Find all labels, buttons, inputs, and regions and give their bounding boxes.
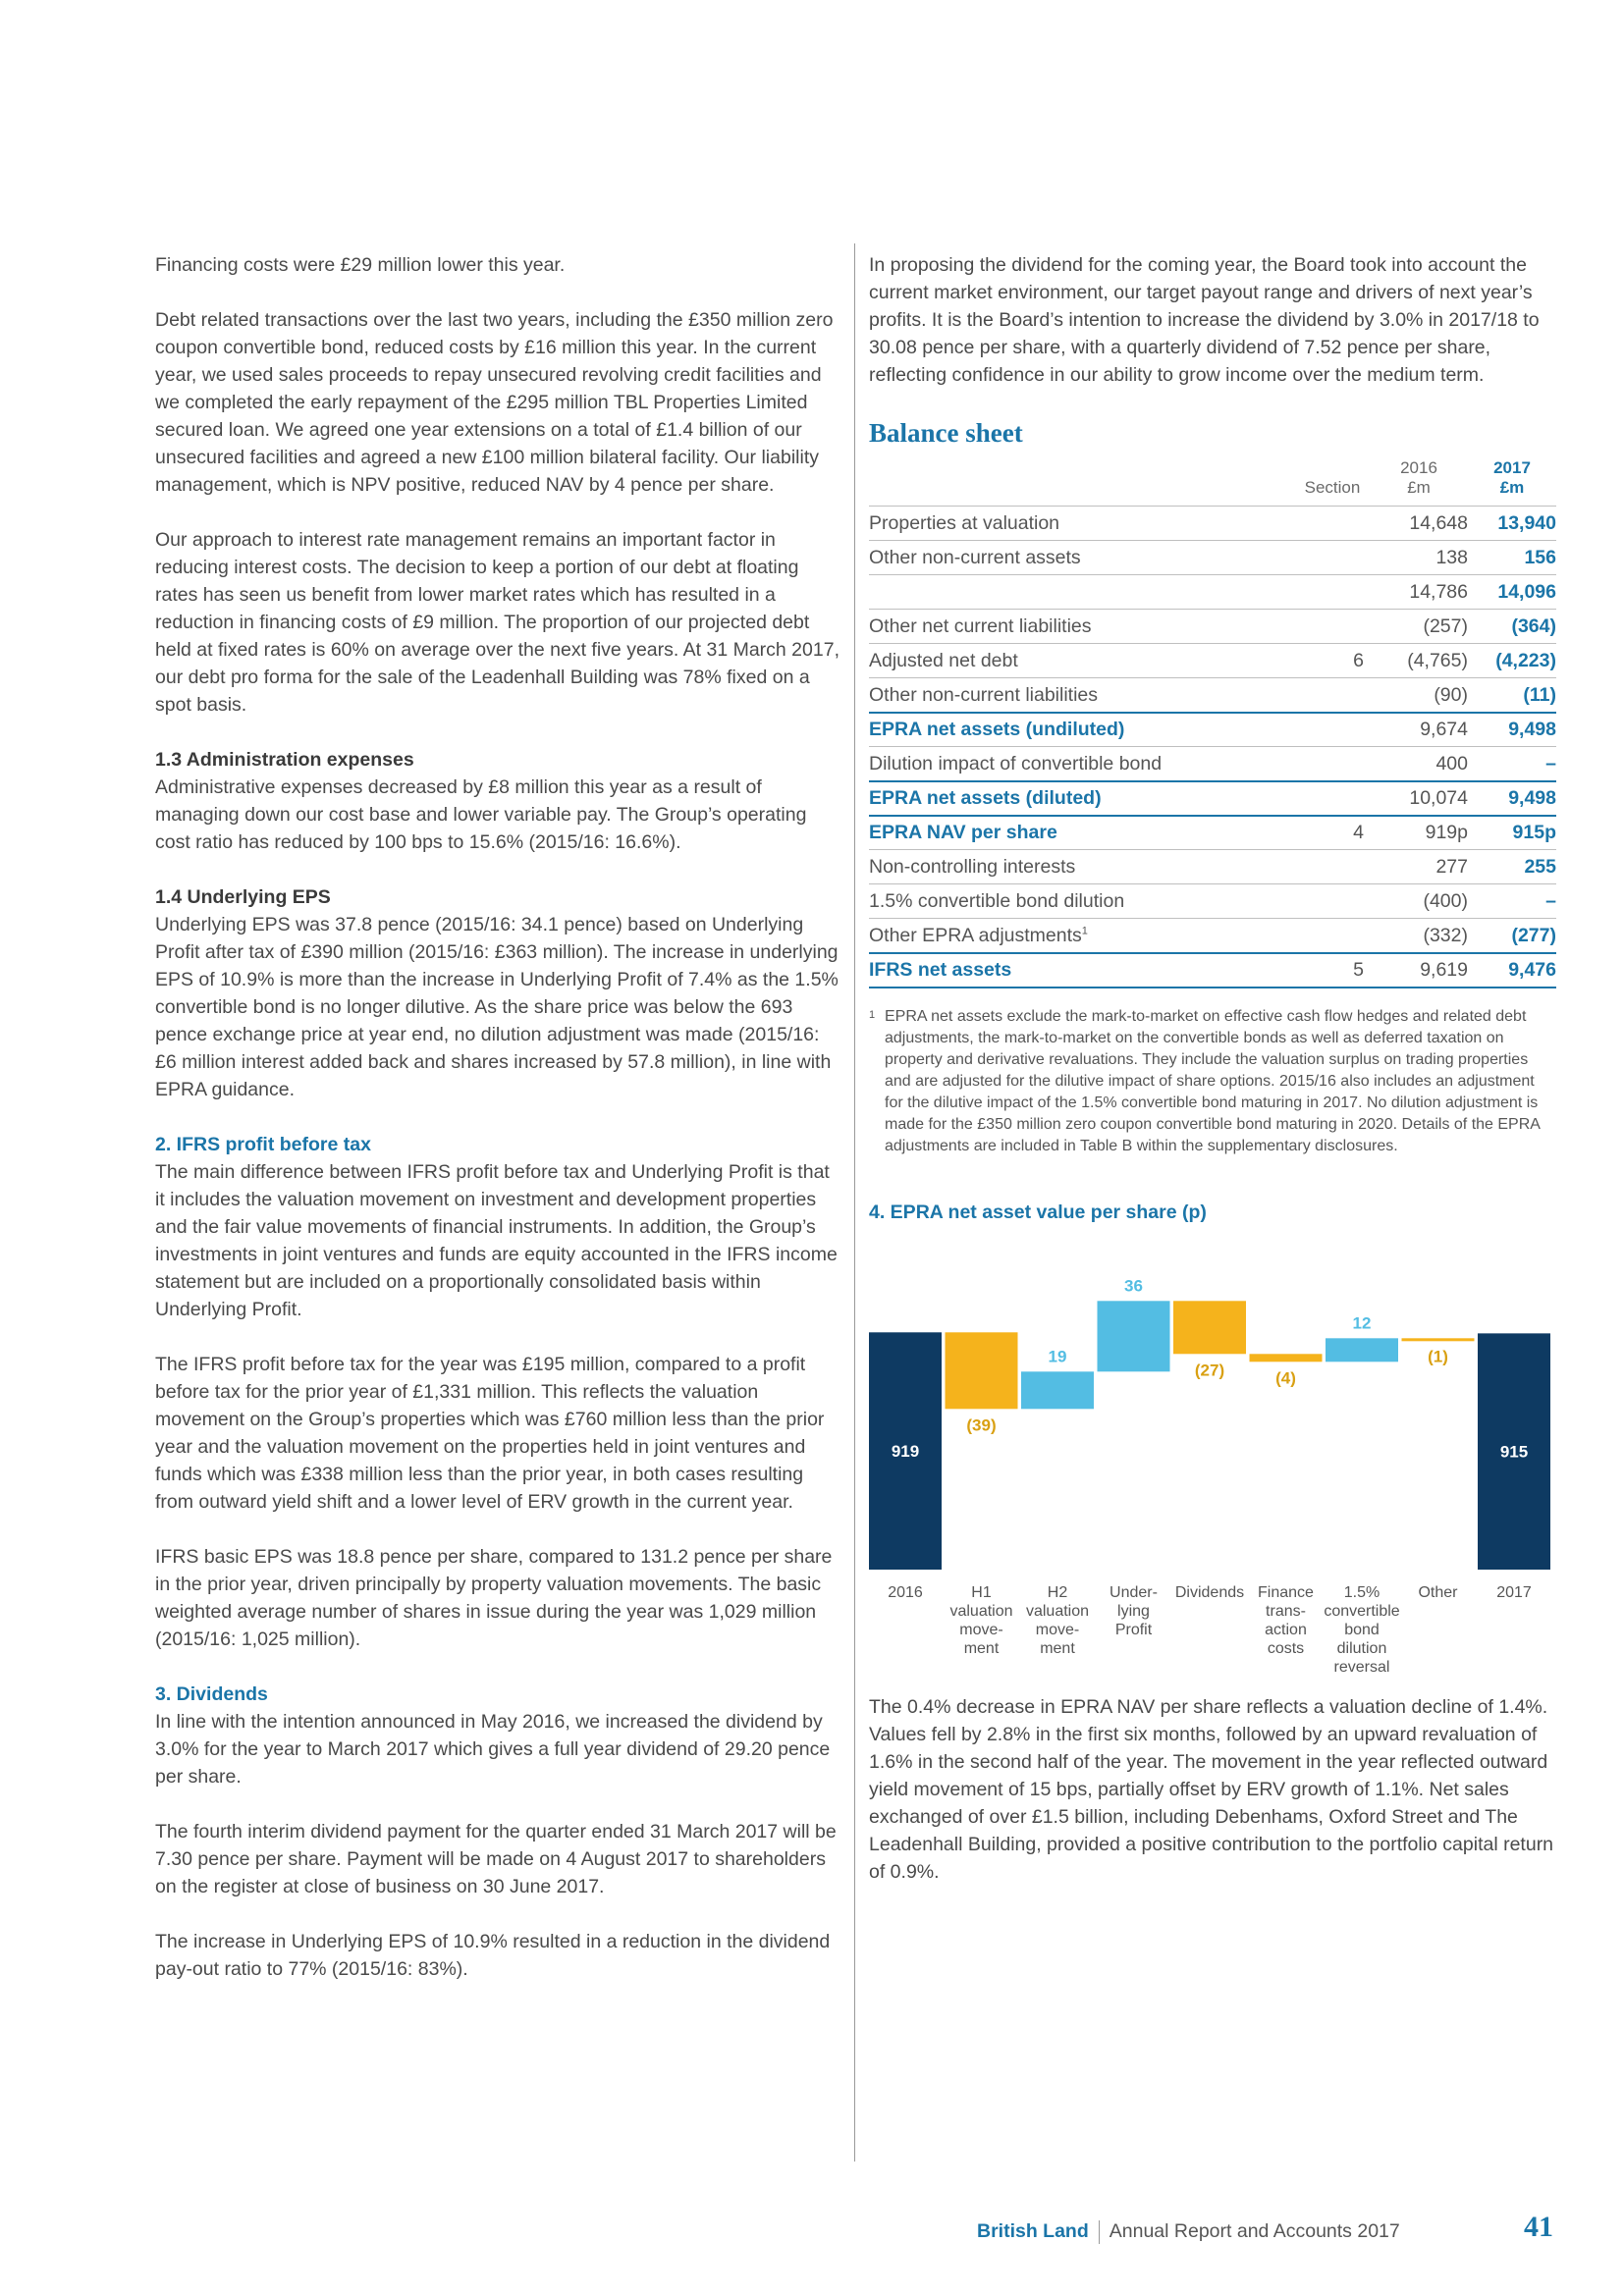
chart-category-label: trans-: [1266, 1602, 1306, 1620]
footer-brand: British Land: [977, 2220, 1089, 2243]
page-footer: [977, 2220, 1400, 2244]
paragraph: Financing costs were £29 million lower this year.: [155, 254, 566, 276]
chart-category-label: Finance: [1258, 1583, 1314, 1601]
chart-category-label: move-: [959, 1621, 1003, 1638]
chart-category-label: 2016: [888, 1583, 923, 1601]
col-header-2017: 2017 £m: [1493, 458, 1531, 497]
footer-separator: [1099, 2220, 1100, 2244]
balance-sheet-title: Balance sheet: [869, 418, 1023, 448]
chart-data-label: (1): [1428, 1346, 1448, 1365]
chart-bar: [1402, 1338, 1475, 1341]
table-row-total: EPRA net assets (diluted) 10,074 9,498: [869, 781, 1556, 816]
chart-category-label: convertible: [1324, 1602, 1400, 1620]
table-row: Dilution impact of convertible bond 400 –: [869, 747, 1556, 781]
subheading-admin-expenses: 1.3 Administration expenses: [155, 749, 414, 771]
chart-category-label: action: [1265, 1621, 1307, 1638]
chart-category-label: ment: [1040, 1639, 1075, 1657]
chart-category-label: Dividends: [1174, 1583, 1245, 1601]
table-row: Other non-current assets 138 156: [869, 541, 1556, 575]
chart-category-label: ment: [963, 1639, 1000, 1657]
chart-data-label: 12: [1352, 1312, 1372, 1332]
chart-data-label: 919: [891, 1441, 920, 1461]
chart-data-label: 19: [1048, 1346, 1067, 1365]
chart-category-label: valuation: [1025, 1602, 1090, 1620]
table-row: 1.5% convertible bond dilution (400) –: [869, 884, 1556, 919]
paragraph: Underlying EPS was 37.8 pence (2015/16: 34.1 pence) based on Underlying Profit after tax of £390 million (2015/16: £363 million). The increase in underlying EPS of 10.9% is more than the increase in Underlying Profit of 7.4% as the 1.5% convertible bond is no longer dilutive. As the share price was below the 693 pence exchange price at year end, no dilution adjustment was made (2015/16: £6 million interest added back and shares increased by 57.8 million), in line with EPRA guidance.: [155, 914, 839, 1100]
table-row: Adjusted net debt 6 (4,765) (4,223): [869, 644, 1556, 678]
paragraph: In line with the intention announced in May 2016, we increased the dividend by 3.0% for the year to March 2017 which gives a full year dividend of 29.20 pence per share.: [155, 1711, 831, 1788]
paragraph: The 0.4% decrease in EPRA NAV per share reflects a valuation decline of 1.4%. Values fell by 2.8% in the first six months, followed by an upward revaluation of 1.6% in the second half of the year. The movement in the year reflected outward yield movement of 15 bps, partially offset by ERV growth of 1.1%. Net sales exchanged of over £1.5 billion, including Debenhams, Oxford Street and The Leadenhall Building, provided a positive contribution to the portfolio capital return of 0.9%.: [869, 1695, 1554, 1883]
balance-sheet-table: [869, 457, 1556, 988]
table-row: Other EPRA adjustments$^1$ (332) (277): [869, 919, 1556, 953]
chart-data-label: (4): [1275, 1367, 1296, 1387]
table-row: 14,786 14,096: [869, 575, 1556, 610]
col-header-2016: 2016 £m: [1400, 458, 1437, 497]
subheading-underlying-eps: 1.4 Underlying EPS: [155, 886, 331, 908]
chart-data-label: (27): [1194, 1360, 1225, 1379]
chart-category-label: dilution: [1336, 1639, 1387, 1657]
column-divider: [854, 243, 855, 2162]
chart-category-label: move-: [1035, 1621, 1080, 1638]
chart-data-label: (39): [966, 1415, 997, 1434]
chart-category-label: costs: [1267, 1639, 1305, 1657]
table-row: Properties at valuation 14,648 13,940: [869, 507, 1556, 541]
chart-category-label: H1: [971, 1583, 992, 1601]
chart-bar: [1098, 1301, 1170, 1371]
paragraph: The fourth interim dividend payment for the quarter ended 31 March 2017 will be 7.30 pence per share. Payment will be made on 4 August 2017 to shareholders on the register at close of business on 30 June 2017.: [155, 1821, 837, 1897]
chart-category-label: 2017: [1496, 1583, 1532, 1601]
paragraph: Our approach to interest rate management remains an important factor in reducing interest costs. The decision to keep a portion of our debt at floating rates has seen us benefit from lower market rates which has resulted in a reduction in financing costs of £9 million. The proportion of our projected debt held at fixed rates is 60% on average over the next five years. At 31 March 2017, our debt pro forma for the sale of the Leadenhall Building was 78% fixed on a spot basis.: [155, 529, 839, 716]
nav-waterfall-chart: [869, 1226, 1556, 1687]
page-number: 41: [1524, 2211, 1553, 2243]
chart-category-label: 1.5%: [1343, 1583, 1380, 1601]
chart-category-label: valuation: [949, 1602, 1013, 1620]
paragraph: The IFRS profit before tax for the year was £195 million, compared to a profit before tax for the prior year of £1,331 million. This reflects the valuation movement on the Group’s properties which was £760 million less than the prior year and the valuation movement on the properties held in joint ventures and funds which was £338 million less than the prior year, in both cases resulting from outward yield shift and a lower level of ERV growth in the current year.: [155, 1354, 825, 1513]
paragraph: The increase in Underlying EPS of 10.9% resulted in a reduction in the dividend pay-out ratio to 77% (2015/16: 83%).: [155, 1931, 831, 1980]
left-column: [155, 251, 842, 2010]
chart-category-label: Other: [1418, 1583, 1458, 1601]
chart-bar: [1173, 1301, 1246, 1354]
table-row: Other net current liabilities (257) (364): [869, 610, 1556, 644]
table-row: Other non-current liabilities (90) (11): [869, 678, 1556, 713]
paragraph: Debt related transactions over the last two years, including the £350 million zero coupon convertible bond, reduced costs by £16 million this year. In the current year, we used sales proceeds to repay unsecured revolving credit facilities and we completed the early repayment of the £295 million TBL Properties Limited secured loan. We agreed one year extensions on a total of £1.4 billion of our unsecured facilities and agreed a new £100 million bilateral facility. Our liability management, which is NPV positive, reduced NAV by 4 pence per share.: [155, 309, 834, 496]
footer-document-title: Annual Report and Accounts 2017: [1109, 2220, 1400, 2243]
chart-bar: [1021, 1371, 1094, 1409]
col-header-section: Section: [1304, 478, 1361, 497]
subheading-ifrs-profit: 2. IFRS profit before tax: [155, 1134, 371, 1155]
table-row: Non-controlling interests 277 255: [869, 850, 1556, 884]
table-row-total: EPRA net assets (undiluted) 9,674 9,498: [869, 713, 1556, 747]
chart-category-label: bond: [1344, 1621, 1380, 1638]
chart-data-label: 36: [1124, 1275, 1143, 1295]
table-row-total: EPRA NAV per share 4 919p 915p: [869, 816, 1556, 850]
chart-category-label: lying: [1117, 1602, 1150, 1620]
subheading-dividends: 3. Dividends: [155, 1683, 268, 1705]
footnote: 1 EPRA net assets exclude the mark-to-market on effective cash flow hedges and related debt adjustments, the mark-to-market on the convertible bonds as well as deferred taxation on property and derivative revaluations. They include the valuation surplus on trading properties and are adjusted for the dilutive impact of share options. 2015/16 also includes an adjustment for the dilutive impact of the 1.5% convertible bond maturing in 2017. No dilution adjustment is made for the £350 million zero coupon convertible bond maturing in 2020. Details of the EPRA adjustments are included in Table B within the supplementary disclosures.: [869, 1007, 1541, 1154]
chart-category-label: Profit: [1114, 1621, 1153, 1638]
footnote-marker: 1: [1081, 925, 1088, 937]
chart-category-label: H2: [1047, 1583, 1068, 1601]
table-row-total: IFRS net assets 5 9,619 9,476: [869, 953, 1556, 988]
chart-category-label: reversal: [1333, 1658, 1390, 1676]
paragraph: Administrative expenses decreased by £8 million this year as a result of managing down our cost base and lower variable pay. The Group’s operating cost ratio has reduced by 100 bps to 15.6% (2015/16: 16.6%).: [155, 776, 807, 853]
chart-bar: [1326, 1338, 1398, 1362]
right-column: [869, 251, 1556, 1913]
chart-title: 4. EPRA net asset value per share (p): [869, 1201, 1207, 1223]
chart-data-label: 915: [1499, 1442, 1529, 1462]
chart-category-label: Under-: [1110, 1583, 1158, 1601]
chart-bar: [1250, 1354, 1323, 1362]
chart-bar: [946, 1332, 1018, 1409]
paragraph: In proposing the dividend for the coming year, the Board took into account the current market environment, our target payout range and drivers of next year’s profits. It is the Board’s intention to increase the dividend by 3.0% in 2017/18 to 30.08 pence per share, with a quarterly dividend of 7.52 pence per share, reflecting confidence in our ability to grow income over the medium term.: [869, 254, 1540, 386]
paragraph: IFRS basic EPS was 18.8 pence per share, compared to 131.2 pence per share in the prior year, driven principally by property valuation movements. The basic weighted average number of shares in issue during the year was 1,029 million (2015/16: 1,025 million).: [155, 1546, 833, 1650]
paragraph: The main difference between IFRS profit before tax and Underlying Profit is that it includes the valuation movement on investment and development properties and the fair value movements of financial instruments. In addition, the Group’s investments in joint ventures and funds are equity accounted in the IFRS income statement but are included on a proportionally consolidated basis within Underlying Profit.: [155, 1161, 838, 1320]
